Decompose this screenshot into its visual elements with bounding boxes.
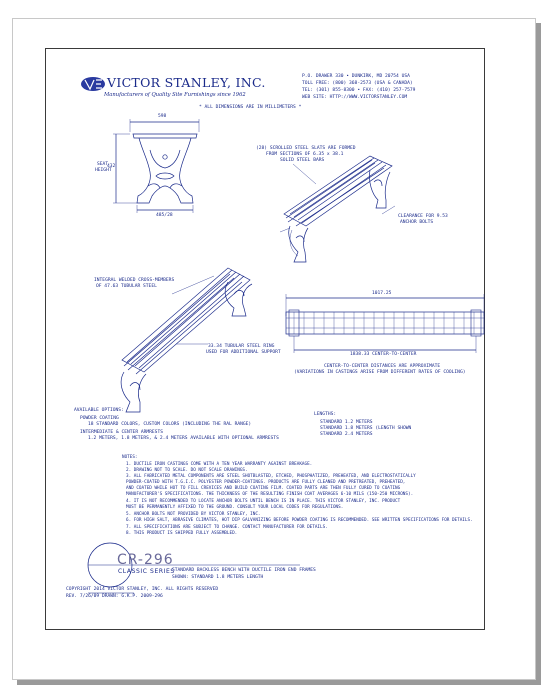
dim-height-label: HEIGHT: [95, 168, 112, 173]
ring-callout-2: USED FOR ADDITIONAL SUPPORT: [206, 350, 281, 355]
copyright: COPYRIGHT 2014 VICTOR STANLEY, INC. ALL RIGHTS RESERVED: [66, 587, 219, 592]
plan-note-1: CENTER-TO-CENTER DISTANCES ARE APPROXIMATE: [324, 364, 441, 369]
anchor-callout-1: CLEARANCE FOR 9.53: [398, 214, 448, 219]
revision-info: REV. 7/26/09 DRAWN: G.K.P. 2009-296: [66, 594, 163, 599]
note-line: 1. DUCTILE IRON CASTINGS COME WITH A TEN YEAR WARRANTY AGAINST BREAKAGE.: [126, 462, 313, 467]
note-line: 2. DRAWING NOT TO SCALE. DO NOT SCALE DRAWINGS.: [126, 468, 248, 473]
end-frame-elevation: [113, 119, 199, 213]
website-line: WEB SITE: HTTP://WWW.VICTORSTANLEY.COM: [302, 95, 408, 100]
slats-callout-3: SOLID STEEL BARS: [280, 158, 325, 163]
ring-callout-1: 33.34 TUBULAR STEEL RING: [208, 344, 275, 349]
options-title: AVAILABLE OPTIONS:: [74, 408, 124, 413]
note-line: POWDER-COATED WITH T.G.I.C. POLYESTER POWDER-COATINGS. PRODUCTS ARE FULLY CLEANED AND PRETREATED, PREHEATED,: [126, 480, 406, 485]
company-name: VICTOR STANLEY, INC.: [107, 75, 266, 90]
note-line: 3. ALL FABRICATED METAL COMPONENTS ARE STEEL SHOTBLASTED, ETCHED, PHOSPHATIZED, PREHEATED, AND ELECTROSTATICALLY: [126, 474, 416, 479]
note-line: 6. FOR HIGH SALT, ABRASIVE CLIMATES, HOT DIP GALVANIZING BEFORE POWDER COATING IS RECOMMENDED. SEE WRITTEN SPECIFICATIONS FOR DETAILS.: [126, 518, 473, 523]
notes-title: NOTES:: [122, 455, 138, 460]
dim-width-bottom: 485/28: [156, 213, 173, 218]
anchor-callout-2: ANCHOR BOLTS: [400, 220, 434, 225]
model-number: CR-296: [117, 552, 174, 568]
dim-width-top: 598: [158, 114, 167, 119]
dim-seat-label: SEAT: [97, 162, 109, 167]
options-line: POWDER COATING: [80, 416, 119, 421]
note-line: MUST BE PERMANENTLY AFFIXED TO THE GROUND. CONSULT YOUR LOCAL CODES FOR REGULATIONS.: [126, 505, 344, 510]
dimension-note: * ALL DIMENSIONS ARE IN MILLIMETERS *: [199, 105, 302, 110]
note-line: AND COATED WHILE HOT TO FILL CREVICES AND BUILD COATING FILM. COATED PARTS ARE THEN FULLY CURED TO COATING: [126, 486, 401, 491]
address-line: P.O. DRAWER 330 • DUNKIRK, MD 20754 USA: [302, 74, 410, 79]
note-line: 7. ALL SPECIFICATIONS ARE SUBJECT TO CHANGE. CONTACT MANUFACTURER FOR DETAILS.: [126, 525, 328, 530]
dim-height-value: 432: [107, 164, 116, 169]
victor-stanley-logo: [81, 77, 105, 91]
dim-center-to-center: 1838.33 CENTER-TO-CENTER: [350, 352, 417, 357]
lengths-title: LENGTHS:: [314, 412, 337, 417]
cross-member-callout-2: OF 47.63 TUBULAR STEEL: [96, 284, 157, 289]
description-line-1: STANDARD BACKLESS BENCH WITH DUCTILE IRON END FRAMES: [172, 568, 316, 573]
slats-callout-2: FROM SECTIONS OF 6.35 x 38.1: [266, 152, 344, 157]
lengths-line: STANDARD 2.4 METERS: [320, 432, 373, 437]
options-line: 1.2 METERS, 1.8 METERS, & 2.4 METERS AVAILABLE WITH OPTIONAL ARMRESTS: [88, 436, 279, 441]
description-line-2: SHOWN: STANDARD 1.8 METERS LENGTH: [172, 575, 264, 580]
lengths-line: STANDARD 1.2 METERS: [320, 420, 373, 425]
slats-callout-1: (28) SCROLLED STEEL SLATS ARE FORMED: [256, 146, 356, 151]
note-line: 5. ANCHOR BOLTS NOT PROVIDED BY VICTOR STANLEY, INC.: [126, 512, 261, 517]
tel-fax-line: TEL: (301) 855-8300 • FAX: (410) 257-7579: [302, 88, 416, 93]
cross-member-callout-1: INTEGRAL WELDED CROSS-MEMBERS: [94, 278, 175, 283]
company-tagline: Manufacturers of Quality Site Furnishings since 1962: [104, 92, 246, 98]
dim-overall-length: 1017.25: [372, 291, 392, 296]
bench-plan-view: [286, 294, 484, 353]
series-name: CLASSIC SERIES: [118, 568, 175, 575]
plan-note-2: (VARIATIONS IN CASTINGS ARISE FROM DIFFERENT RATES OF COOLING): [294, 370, 466, 375]
bench-isometric-right: [280, 156, 395, 262]
lengths-line: STANDARD 1.8 METERS (LENGTH SHOWN: [320, 426, 412, 431]
note-line: 4. IT IS NOT RECOMMENDED TO LOCATE ANCHOR BOLTS UNTIL BENCH IS IN PLACE. THIS VICTOR STANLEY, INC. PRODUCT: [126, 499, 401, 504]
options-line: INTERMEDIATE & CENTER ARMRESTS: [80, 430, 163, 435]
options-line: 18 STANDARD COLORS, CUSTOM COLORS (INCLUDING THE RAL RANGE): [88, 422, 252, 427]
note-line: 8. THIS PRODUCT IS SHIPPED FULLY ASSEMBLED.: [126, 531, 238, 536]
phone-line: TOLL FREE: (800) 368-2573 (USA & CANADA): [302, 81, 413, 86]
note-line: MANUFACTURER'S SPECIFICATIONS. THE THICKNESS OF THE RESULTING FINISH COAT AVERAGES 6-10 MILS (150-250 MICRONS).: [126, 492, 414, 497]
